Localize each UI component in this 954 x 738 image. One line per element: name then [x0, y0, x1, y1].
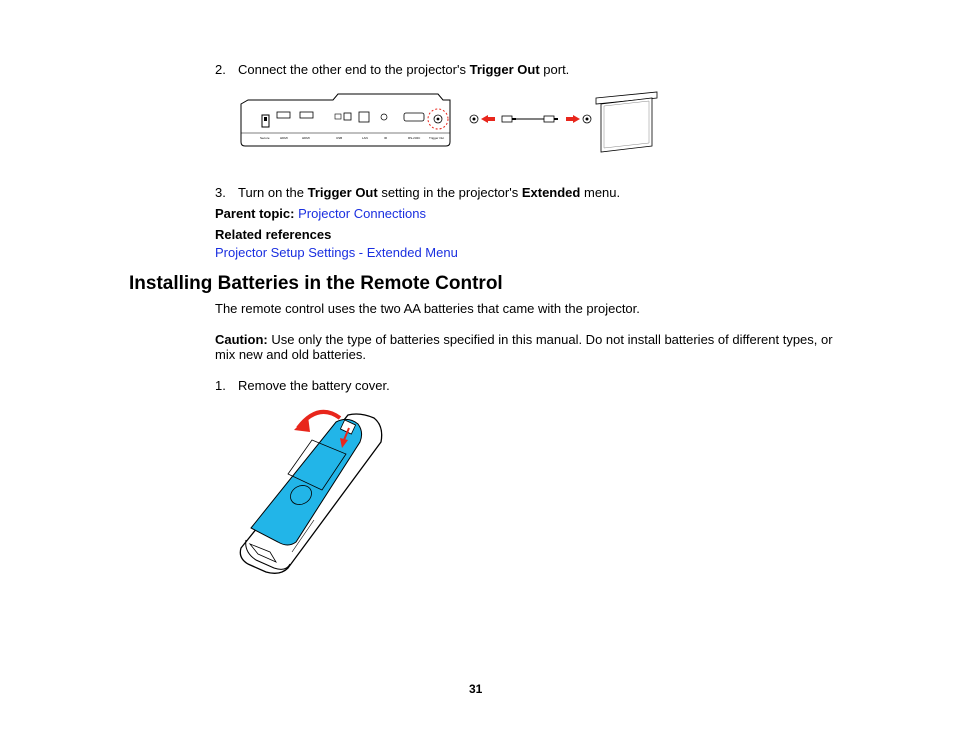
trigger-out-port-label: Trigger Out [429, 136, 445, 140]
related-reference-link[interactable]: Projector Setup Settings - Extended Menu [215, 245, 458, 260]
step-number: 2. [215, 62, 226, 77]
step-bold-term: Trigger Out [307, 185, 378, 200]
step-text: Turn on the [238, 185, 305, 200]
step-2 [215, 62, 569, 78]
svg-text:RS-232C: RS-232C [408, 136, 421, 140]
svg-text:USB: USB [336, 136, 343, 140]
caution-text: Use only the type of batteries specified in this manual. Do not install batteries of different types, or mix new and old batteries. [215, 332, 833, 362]
step-text: Connect the other end to the projector's [238, 62, 466, 77]
trigger-cable-illustration [470, 115, 591, 123]
section-title: Installing Batteries in the Remote Control [129, 273, 503, 294]
projector-rear-panel [241, 94, 450, 146]
step-text-end: menu. [583, 185, 621, 200]
svg-text:Secure: Secure [260, 136, 270, 140]
step-text: Remove the battery cover. [238, 378, 390, 393]
related-references-label: Related references [215, 227, 332, 242]
section-intro: The remote control uses the two AA batteries that came with the projector. [215, 301, 640, 316]
step-bold-term: Trigger Out [469, 62, 540, 77]
svg-text:HDMI: HDMI [280, 136, 288, 140]
step-3 [215, 185, 620, 201]
step-text-middle: setting in the projector's [381, 185, 519, 200]
step-bold-term-2: Extended [521, 185, 581, 200]
related-references-item [215, 245, 458, 261]
parent-topic-label: Parent topic: [215, 206, 295, 221]
page-number: 31 [469, 682, 483, 696]
svg-text:LAN: LAN [362, 136, 368, 140]
remote-control-battery-cover-illustration [236, 402, 386, 578]
step-number: 1. [215, 378, 226, 393]
step-text-end: port. [543, 62, 570, 77]
related-references-heading [215, 227, 331, 243]
parent-topic-link[interactable]: Projector Connections [298, 206, 426, 221]
step-1 [215, 378, 390, 394]
svg-text:IR: IR [384, 136, 387, 140]
trigger-out-connection-illustration [238, 90, 660, 158]
caution-label: Caution: [215, 332, 268, 347]
projection-screen-illustration [596, 92, 657, 152]
caution-note [215, 332, 835, 362]
parent-topic [215, 206, 426, 222]
svg-text:HDMI: HDMI [302, 136, 310, 140]
step-number: 3. [215, 185, 226, 200]
